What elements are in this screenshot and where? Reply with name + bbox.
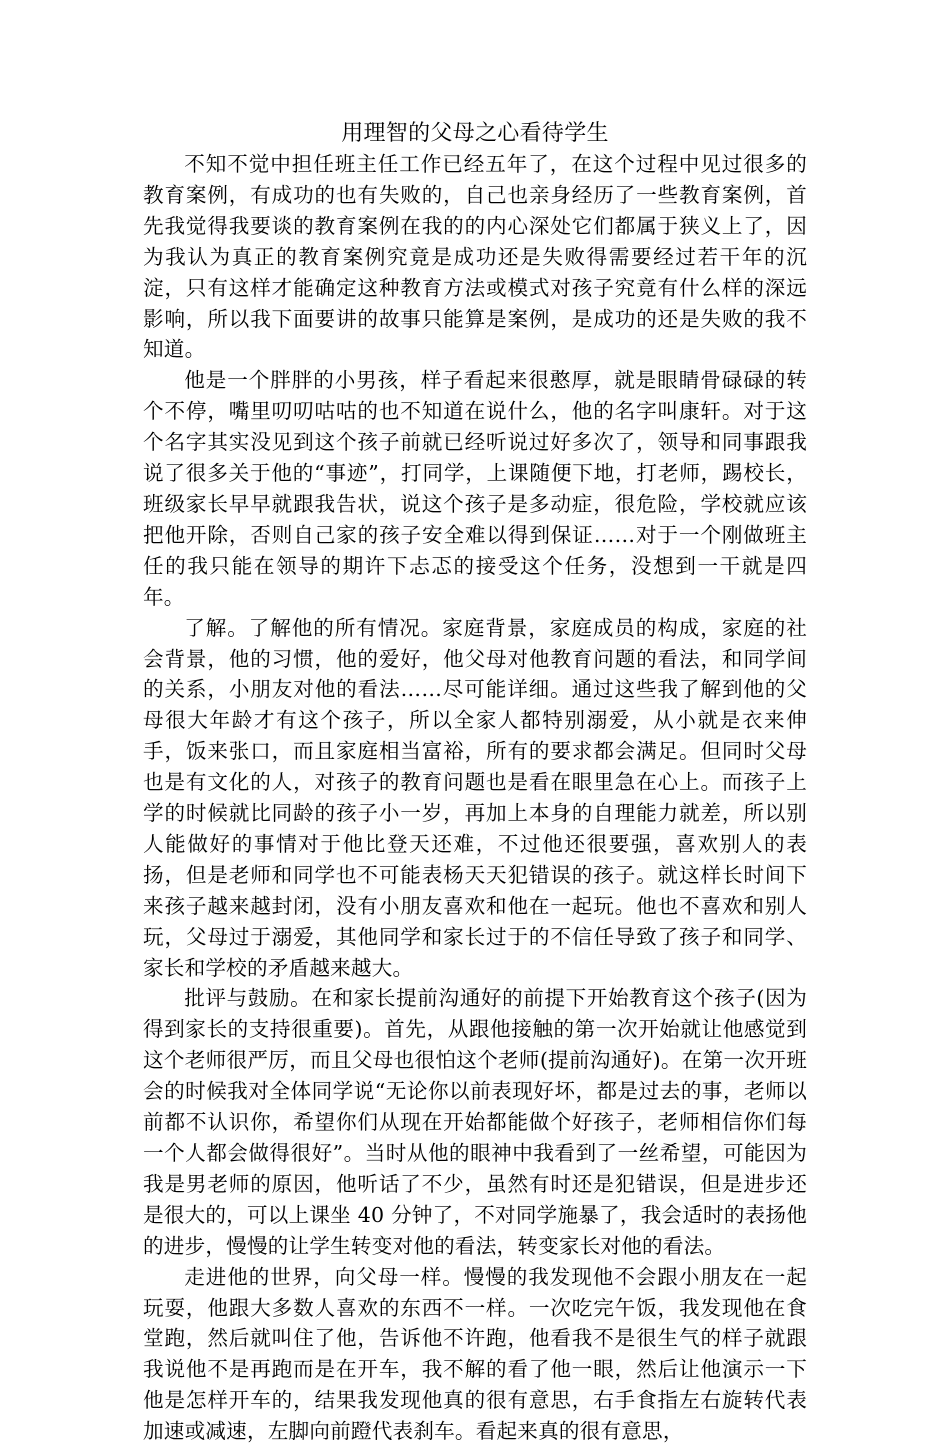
- document-body: [143, 149, 807, 1447]
- paragraph: 了解。了解他的所有情况。家庭背景，家庭成员的构成，家庭的社会背景，他的习惯，他的爱好，他父母对他教育问题的看法，和同学间的关系，小朋友对他的看法……尽可能详细。通过这些我了解到他的父母很大年龄才有这个孩子，所以全家人都特别溺爱，从小就是衣来伸手，饭来张口，而且家庭相当富裕，所有的要求都会满足。但同时父母也是有文化的人，对孩子的教育问题也是看在眼里急在心上。而孩子上学的时候就比同龄的孩子小一岁，再加上本身的自理能力就差，所以别人能做好的事情对于他比登天还难，不过他还很要强，喜欢别人的表扬，但是老师和同学也不可能表杨天天犯错误的孩子。就这样长时间下来孩子越来越封闭，没有小朋友喜欢和他在一起玩。他也不喜欢和别人玩，父母过于溺爱，其他同学和家长过于的不信任导致了孩子和同学、家长和学校的矛盾越来越大。: [143, 615, 807, 980]
- paragraph: 走进他的世界，向父母一样。慢慢的我发现他不会跟小朋友在一起玩耍，他跟大多数人喜欢的东西不一样。一次吃完午饭，我发现他在食堂跑，然后就叫住了他，告诉他不许跑，他看我不是很生气的样子就跟我说他不是再跑而是在开车，我不解的看了他一眼，然后让他演示一下他是怎样开车的，结果我发现他真的很有意思，右手食指左右旋转代表加速或减速，左脚向前蹬代表刹车。看起来真的很有意思，: [143, 1264, 807, 1444]
- document-title: 用理智的父母之心看待学生: [341, 121, 609, 146]
- paragraph: 批评与鼓励。在和家长提前沟通好的前提下开始教育这个孩子(因为得到家长的支持很重要)。首先，从跟他接触的第一次开始就让他感觉到这个老师很严厉，而且父母也很怕这个老师(提前沟通好)。在第一次开班会的时候我对全体同学说“无论你以前表现好坏，都是过去的事，老师以前都不认识你，希望你们从现在开始都能做个好孩子，老师相信你们每一个人都会做得很好”。当时从他的眼神中我看到了一丝希望，可能因为我是男老师的原因，他听话了不少，虽然有时还是犯错误，但是进步还是很大的，可以上课坐 40 分钟了，不对同学施暴了，我会适时的表扬他的进步，慢慢的让学生转变对他的看法，转变家长对他的看法。: [143, 986, 807, 1258]
- paragraph: 他是一个胖胖的小男孩，样子看起来很憨厚，就是眼睛骨碌碌的转个不停，嘴里叨叨咕咕的也不知道在说什么，他的名字叫康轩。对于这个名字其实没见到这个孩子前就已经听说过好多次了，领导和同事跟我说了很多关于他的“事迹”，打同学，上课随便下地，打老师，踢校长，班级家长早早就跟我告状，说这个孩子是多动症，很危险，学校就应该把他开除，否则自己家的孩子安全难以得到保证……对于一个刚做班主任的我只能在领导的期许下忐忑的接受这个任务，没想到一干就是四年。: [143, 368, 807, 609]
- paragraph: 不知不觉中担任班主任工作已经五年了，在这个过程中见过很多的教育案例，有成功的也有失败的，自己也亲身经历了一些教育案例，首先我觉得我要谈的教育案例在我的的内心深处它们都属于狭义上了，因为我认为真正的教育案例究竟是成功还是失败得需要经过若干年的沉淀，只有这样才能确定这种教育方法或模式对孩子究竟有什么样的深远影响，所以我下面要讲的故事只能算是案例，是成功的还是失败的我不知道。: [143, 152, 807, 362]
